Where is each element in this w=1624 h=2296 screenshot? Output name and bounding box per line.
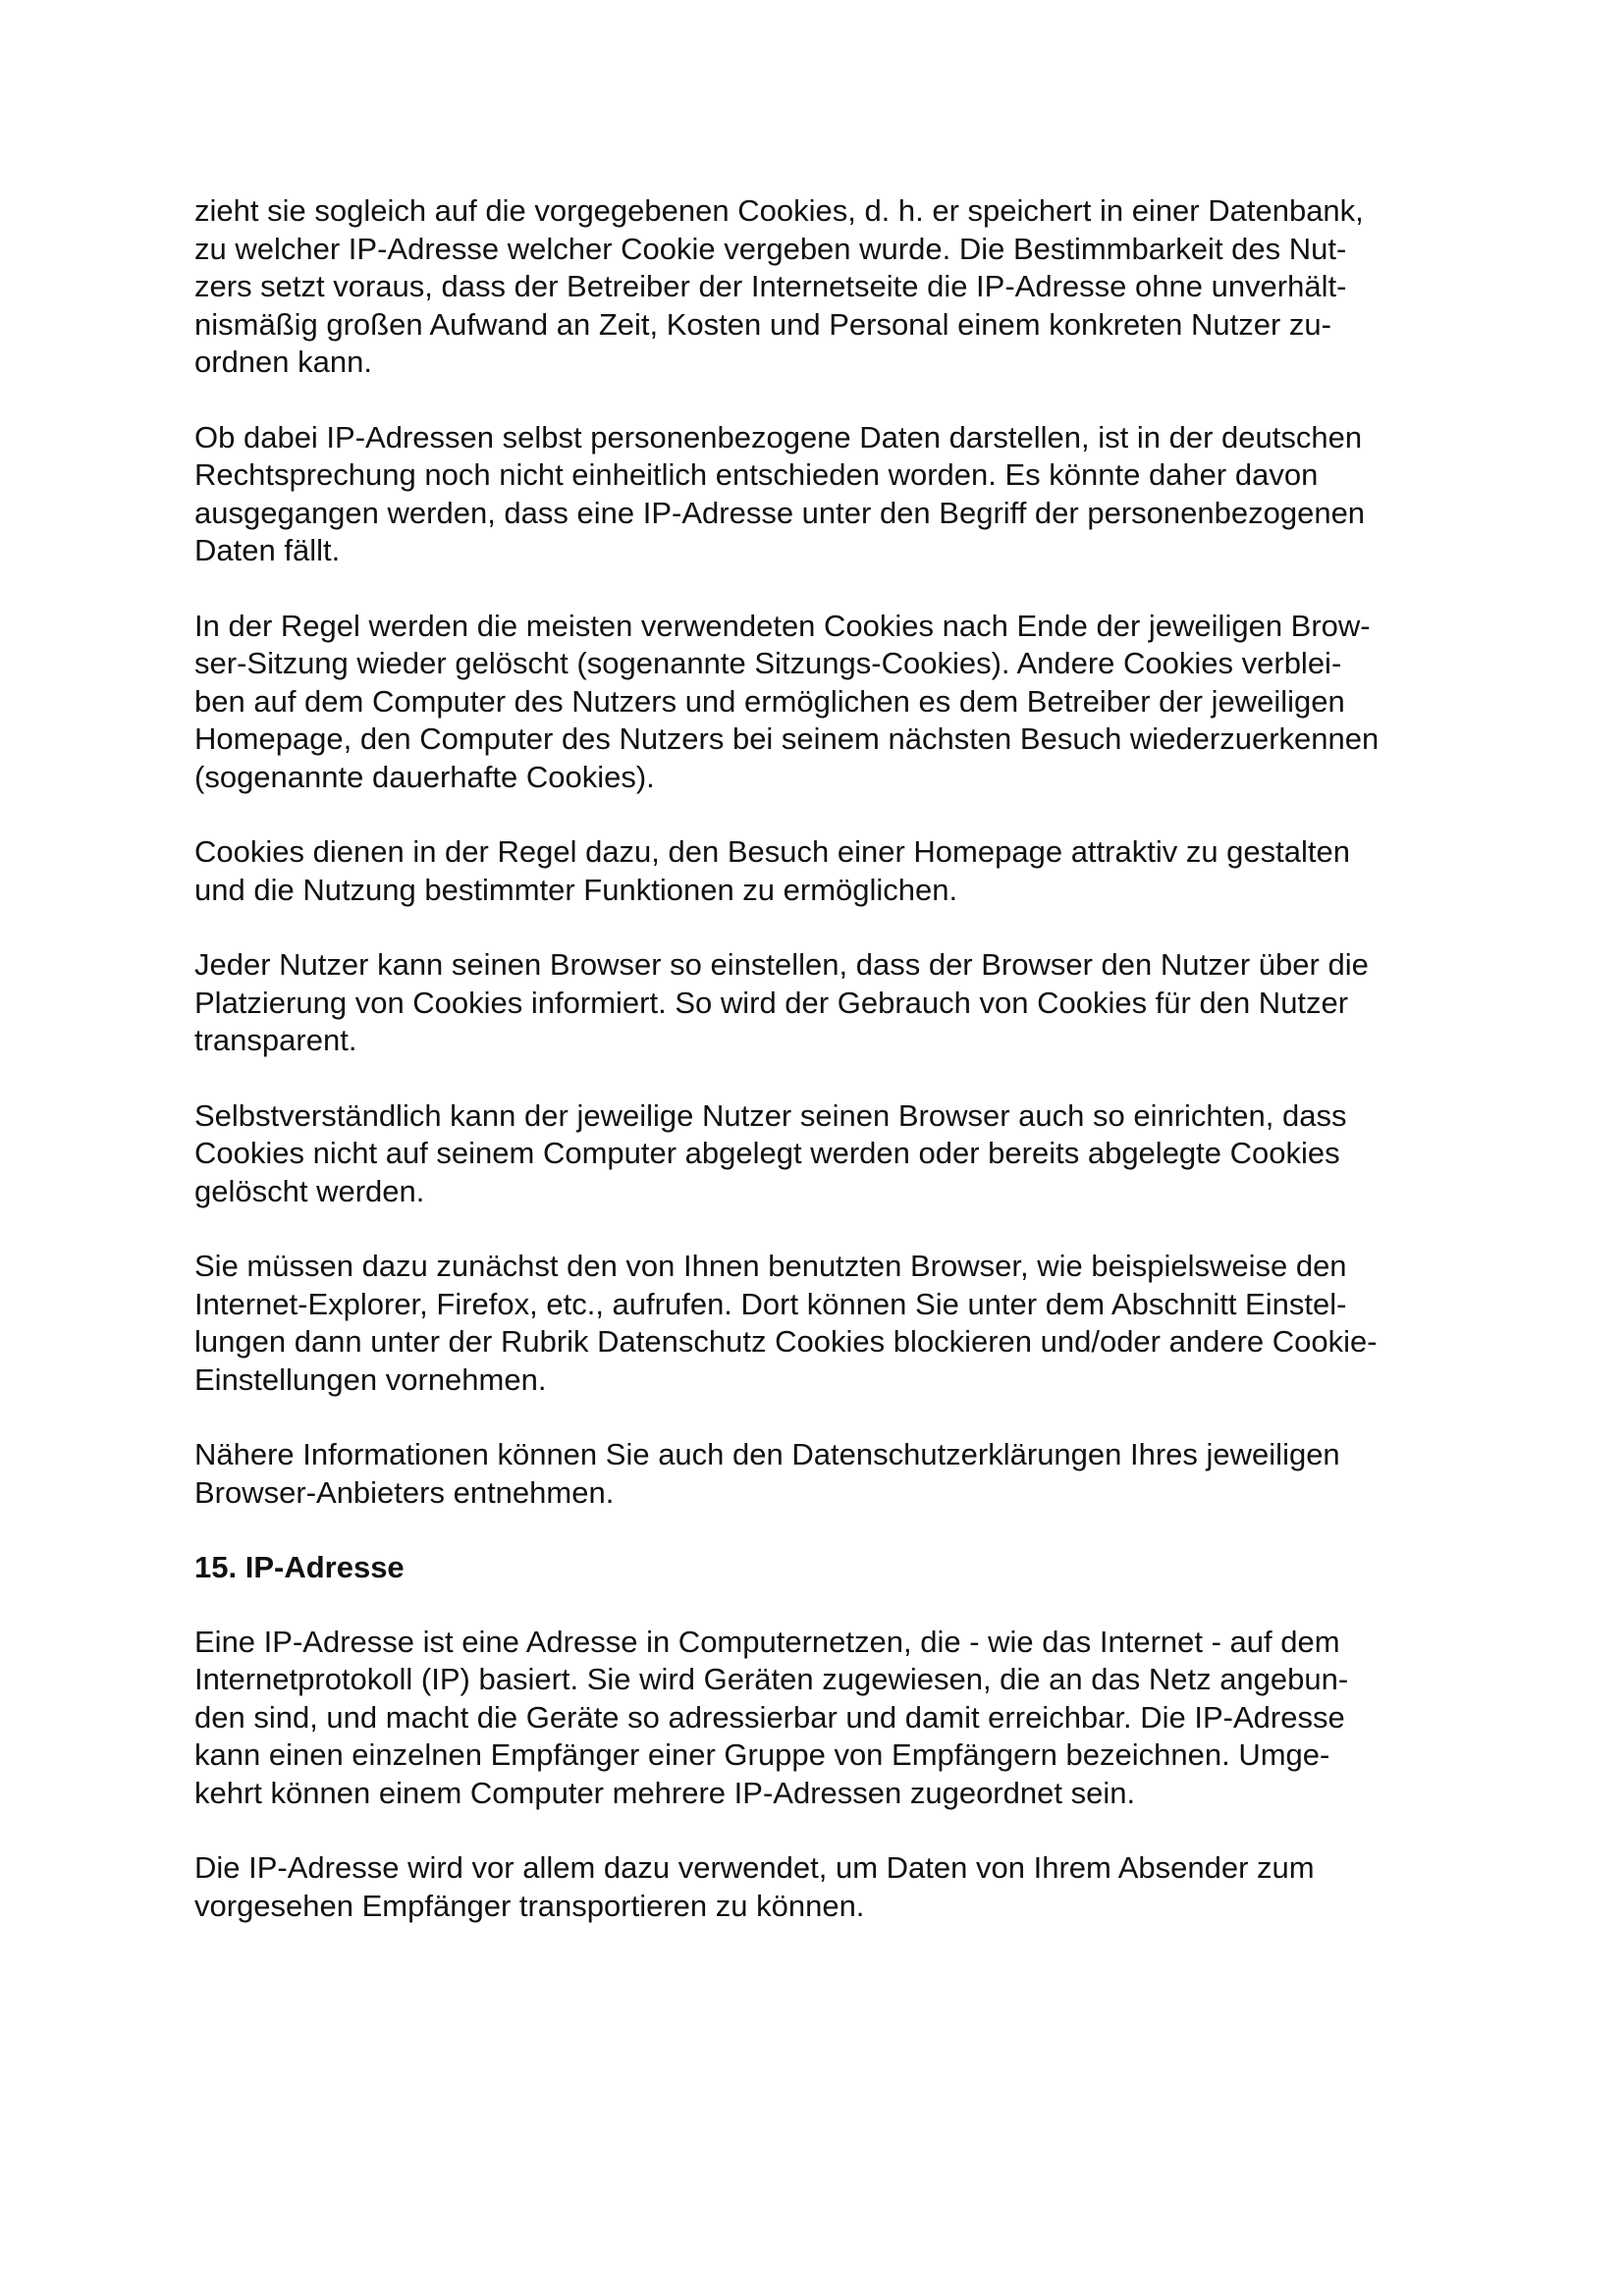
paragraph (194, 1624, 1490, 1813)
text-line: (sogenannte dauerhafte Cookies). (194, 759, 655, 794)
text-line: Browser-Anbieters entnehmen. (194, 1474, 615, 1510)
text-line: zers setzt voraus, dass der Betreiber der Internetseite die IP-Adresse ohne unverhält- (194, 269, 1347, 303)
text-line: ordnen kann. (194, 345, 372, 379)
text-line: Sie müssen dazu zunächst den von Ihnen benutzten Browser, wie beispielsweise den (194, 1249, 1347, 1283)
document-body-paragraphs (194, 192, 1490, 1512)
section-heading: 15. IP-Adresse (194, 1550, 405, 1584)
text-line: Selbstverständlich kann der jeweilige Nutzer seinen Browser auch so einrichten, dass (194, 1097, 1347, 1133)
text-line: Ob dabei IP-Adressen selbst personenbezogene Daten darstellen, ist in der deutschen (194, 419, 1363, 454)
text-line: Eine IP-Adresse ist eine Adresse in Computernetzen, die - wie das Internet - auf dem (194, 1624, 1340, 1659)
text-line: Einstellungen vornehmen. (194, 1362, 547, 1397)
text-line: Cookies nicht auf seinem Computer abgelegt werden oder bereits abgelegte Cookies (194, 1136, 1340, 1170)
section-body-paragraphs (194, 1624, 1490, 1926)
text-line: Homepage, den Computer des Nutzers bei seinem nächsten Besuch wiederzuerkennen (194, 721, 1380, 756)
text-line: Rechtsprechung noch nicht einheitlich entschieden worden. Es könnte daher davon (194, 457, 1319, 492)
text-line: Platzierung von Cookies informiert. So wird der Gebrauch von Cookies für den Nutzer (194, 985, 1349, 1020)
text-line: Nähere Informationen können Sie auch den Datenschutzerklärungen Ihres jeweiligen (194, 1437, 1340, 1471)
document-page (194, 192, 1490, 1962)
text-line: den sind, und macht die Geräte so adressierbar und damit erreichbar. Die IP-Adresse (194, 1699, 1345, 1735)
text-line: vorgesehen Empfänger transportieren zu können. (194, 1888, 865, 1923)
paragraph (194, 608, 1490, 797)
text-line: transparent. (194, 1023, 357, 1057)
paragraph (194, 833, 1490, 909)
text-line: zieht sie sogleich auf die vorgegebenen Cookies, d. h. er speichert in einer Datenbank, (194, 193, 1364, 228)
text-line: lungen dann unter der Rubrik Datenschutz Cookies blockieren und/oder andere Cookie- (194, 1324, 1378, 1359)
text-line: kann einen einzelnen Empfänger einer Gruppe von Empfängern bezeichnen. Umge- (194, 1737, 1330, 1772)
paragraph (194, 1097, 1490, 1211)
text-line: Daten fällt. (194, 533, 341, 567)
text-line: nismäßig großen Aufwand an Zeit, Kosten und Personal einem konkreten Nutzer zu- (194, 306, 1331, 342)
text-line: Cookies dienen in der Regel dazu, den Besuch einer Homepage attraktiv zu gestalten (194, 834, 1351, 869)
text-line: zu welcher IP-Adresse welcher Cookie vergeben wurde. Die Bestimmbarkeit des Nut- (194, 231, 1347, 266)
paragraph (194, 1248, 1490, 1399)
paragraph (194, 1436, 1490, 1512)
text-line: Internet-Explorer, Firefox, etc., aufrufen. Dort können Sie unter dem Abschnitt Einstel- (194, 1286, 1347, 1321)
paragraph (194, 419, 1490, 570)
text-line: ben auf dem Computer des Nutzers und ermöglichen es dem Betreiber der jeweiligen (194, 683, 1345, 719)
text-line: gelöscht werden. (194, 1173, 425, 1208)
text-line: ser-Sitzung wieder gelöscht (sogenannte Sitzungs-Cookies). Andere Cookies verblei- (194, 646, 1342, 680)
text-line: ausgegangen werden, dass eine IP-Adresse unter den Begriff der personenbezogenen (194, 495, 1366, 530)
paragraph (194, 192, 1490, 382)
text-line: Die IP-Adresse wird vor allem dazu verwendet, um Daten von Ihrem Absender zum (194, 1850, 1315, 1885)
text-line: kehrt können einem Computer mehrere IP-Adressen zugeordnet sein. (194, 1775, 1136, 1810)
text-line: und die Nutzung bestimmter Funktionen zu ermöglichen. (194, 872, 958, 907)
paragraph (194, 946, 1490, 1060)
paragraph (194, 1849, 1490, 1925)
text-line: In der Regel werden die meisten verwendeten Cookies nach Ende der jeweiligen Brow- (194, 608, 1371, 643)
text-line: Jeder Nutzer kann seinen Browser so einstellen, dass der Browser den Nutzer über die (194, 947, 1369, 982)
text-line: Internetprotokoll (IP) basiert. Sie wird Geräten zugewiesen, die an das Netz angebun- (194, 1662, 1349, 1696)
